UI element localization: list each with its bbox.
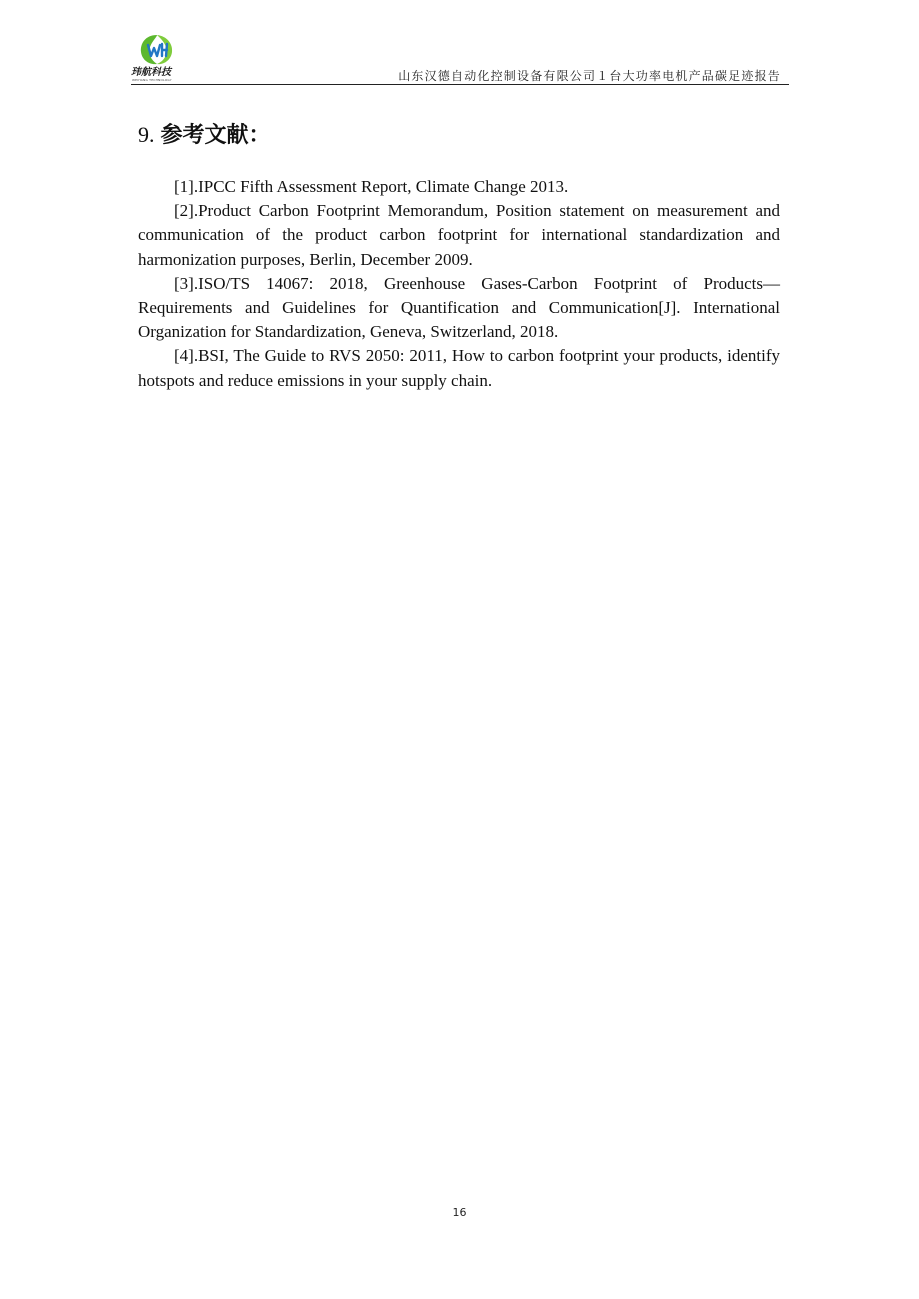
section-title: 参考文献： <box>160 122 271 148</box>
reference-item: [1].IPCC Fifth Assessment Report, Climate Change 2013. <box>174 177 569 196</box>
logo-subtext: WEIHANG TECHNOLOGY <box>132 78 172 82</box>
report-title: 山东汉德自动化控制设备有限公司１台大功率电机产品碳足迹报告 <box>398 69 781 83</box>
section-heading <box>138 118 271 149</box>
company-logo <box>131 32 183 84</box>
page-number: 16 <box>452 1206 467 1219</box>
wh-leaf-logo-icon <box>131 32 183 68</box>
section-number: 9. <box>138 122 155 147</box>
reference-item: [3].ISO/TS 14067: 2018, Greenhouse Gases-Carbon Footprint of Products—Requirements and Guidelines for Quantification and Communication[J]. International Organization for Standardization, Geneva, Switzerland, 2018. <box>138 273 780 342</box>
reference-item: [4].BSI, The Guide to RVS 2050: 2011, How to carbon footprint your products, identify hotspots and reduce emissions in your supply chain. <box>138 346 780 390</box>
page-header <box>131 32 789 86</box>
reference-list <box>138 175 780 393</box>
header-divider <box>131 84 789 85</box>
logo-text: 玮航科技 <box>131 67 171 78</box>
reference-item: [2].Product Carbon Footprint Memorandum, Position statement on measurement and communication of the product carbon footprint for international standardization and harmonization purposes, Berlin, December 2009. <box>138 201 780 269</box>
